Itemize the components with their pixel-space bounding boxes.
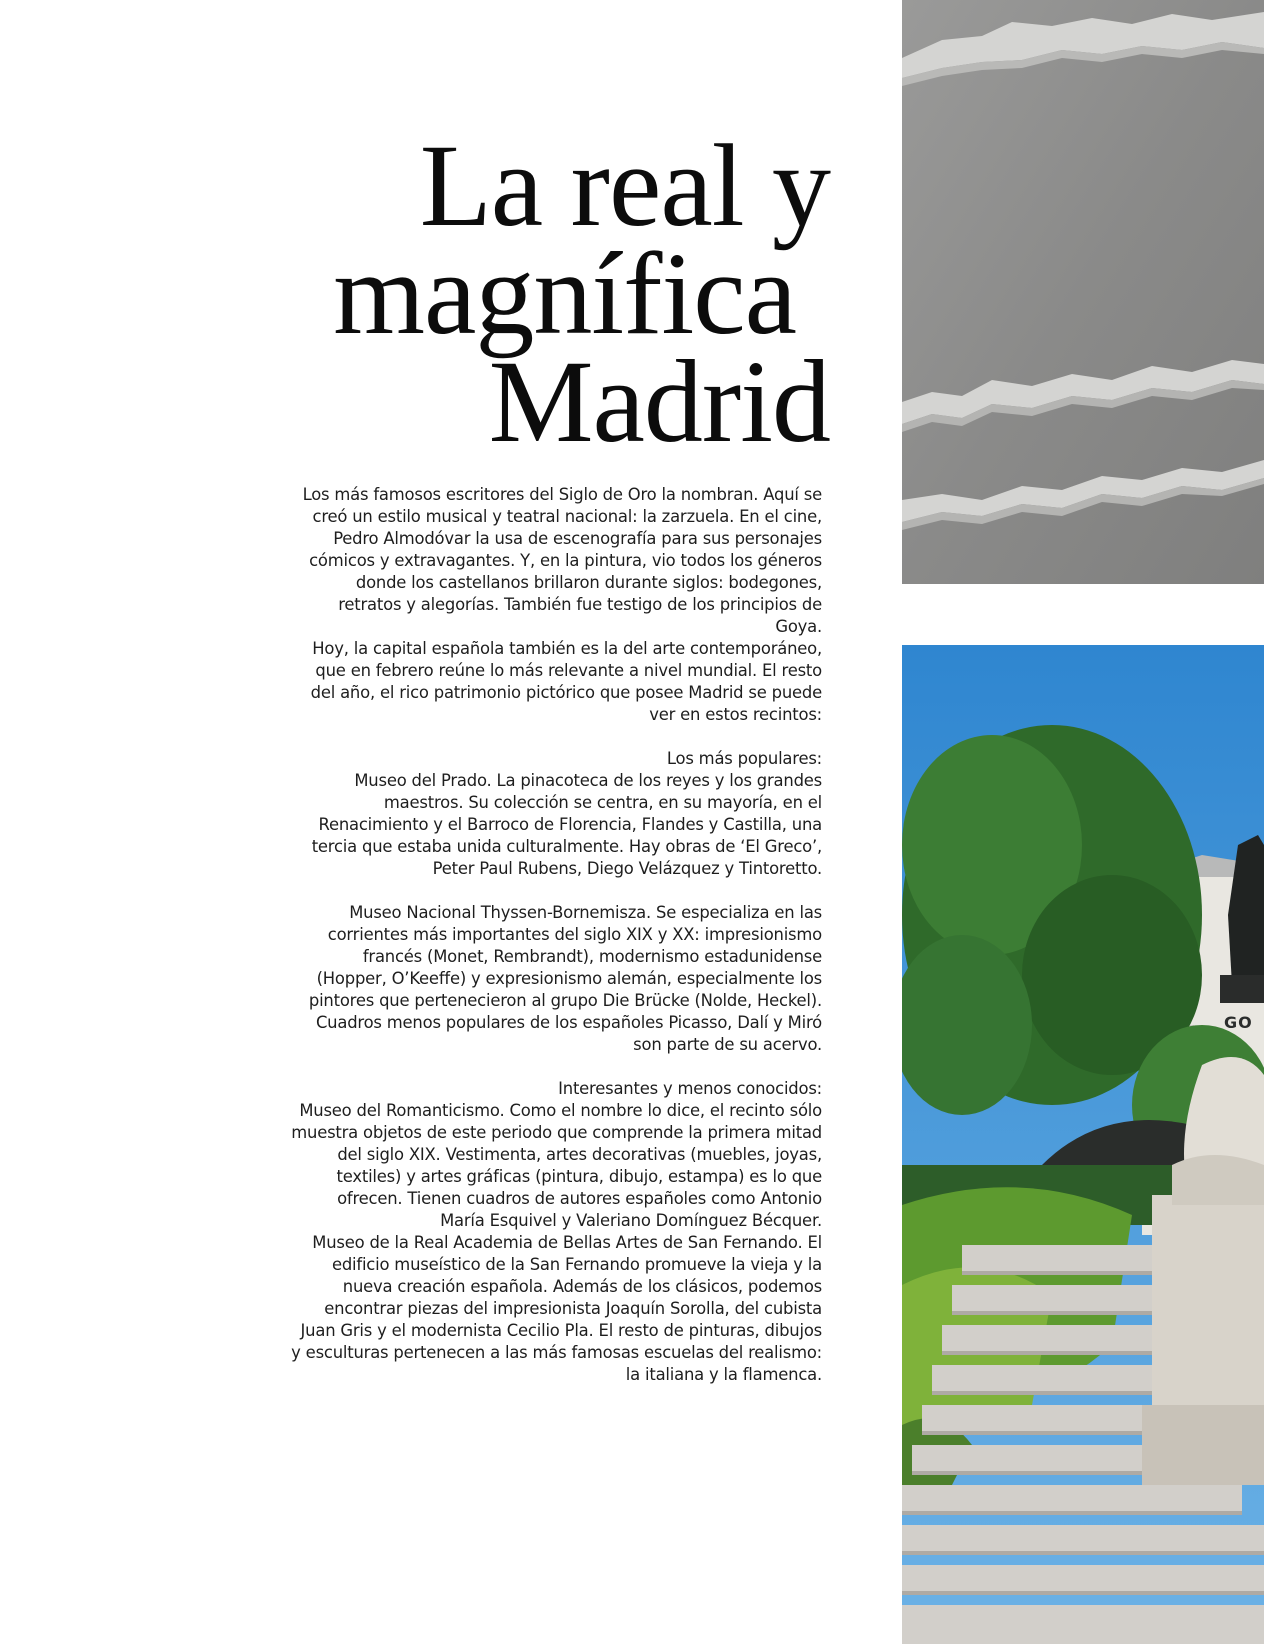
title-line-3: Madrid <box>488 336 830 467</box>
museum-san-fernando-paragraph: Museo de la Real Academia de Bellas Artes de San Fernando. El edificio museístico de la San Fernando promueve la vieja y la nueva creación española. Además de los clásicos, podemos encontrar piezas del impresionista Joaquín Sorolla, del cubista Juan Gris y el modernista Cecilio Pla. El resto de pinturas, dibujos y esculturas pertenecen a las más famosas escuelas del realismo: la italiana y la flamenca. <box>291 1233 822 1384</box>
title-line-2: magnífica <box>333 228 796 359</box>
torn-paper-image <box>902 0 1264 584</box>
intro-paragraph: Hoy, la capital española también es la del arte contemporáneo, que en febrero reúne lo más relevante a nivel mundial. El resto del año, el rico patrimonio pictórico que posee Madrid se puede ver en estos recintos: <box>310 639 822 724</box>
monument-inscription: GO <box>1224 1013 1253 1032</box>
park-monument-photo <box>902 645 1264 1644</box>
section-heading-popular: Los más populares: <box>666 749 822 768</box>
article-body <box>290 484 822 1386</box>
title-line-1: La real y <box>419 120 830 251</box>
park-monument-illustration <box>902 645 1264 1644</box>
museum-romanticismo-paragraph: Museo del Romanticismo. Como el nombre lo dice, el recinto sólo muestra objetos de este periodo que comprende la primera mitad del siglo XIX. Vestimenta, artes decorativas (muebles, joyas, textiles) y artes gráficas (pintura, dibujo, estampa) es lo que ofrecen. Tienen cuadros de autores españoles como Antonio María Esquivel y Valeriano Domínguez Bécquer. <box>291 1101 822 1230</box>
torn-paper-illustration <box>902 0 1264 584</box>
museum-thyssen-paragraph: Museo Nacional Thyssen-Bornemisza. Se especializa en las corrientes más importantes del siglo XIX y XX: impresionismo francés (Monet, Rembrandt), modernismo estadunidense (Hopper, O’Keeffe) y expresionismo alemán, especialmente los pintores que pertenecieron al grupo Die Brücke (Nolde, Heckel). Cuadros menos populares de los españoles Picasso, Dalí y Miró son parte de su acervo. <box>308 903 822 1054</box>
intro-paragraph: Los más famosos escritores del Siglo de Oro la nombran. Aquí se creó un estilo musical y teatral nacional: la zarzuela. En el cine, Pedro Almodóvar la usa de escenografía para sus personajes cómicos y extravagantes. Y, en la pintura, vio todos los géneros donde los castellanos brillaron durante siglos: bodegones, retratos y alegorías. También fue testigo de los principios de Goya. <box>302 485 822 636</box>
article-title <box>200 120 830 467</box>
museum-prado-paragraph: Museo del Prado. La pinacoteca de los reyes y los grandes maestros. Su colección se centra, en su mayoría, en el Renacimiento y el Barroco de Florencia, Flandes y Castilla, una tercia que estaba unida culturalmente. Hay obras de ‘El Greco’, Peter Paul Rubens, Diego Velázquez y Tintoretto. <box>311 771 822 878</box>
section-heading-lesser-known: Interesantes y menos conocidos: <box>558 1079 822 1098</box>
